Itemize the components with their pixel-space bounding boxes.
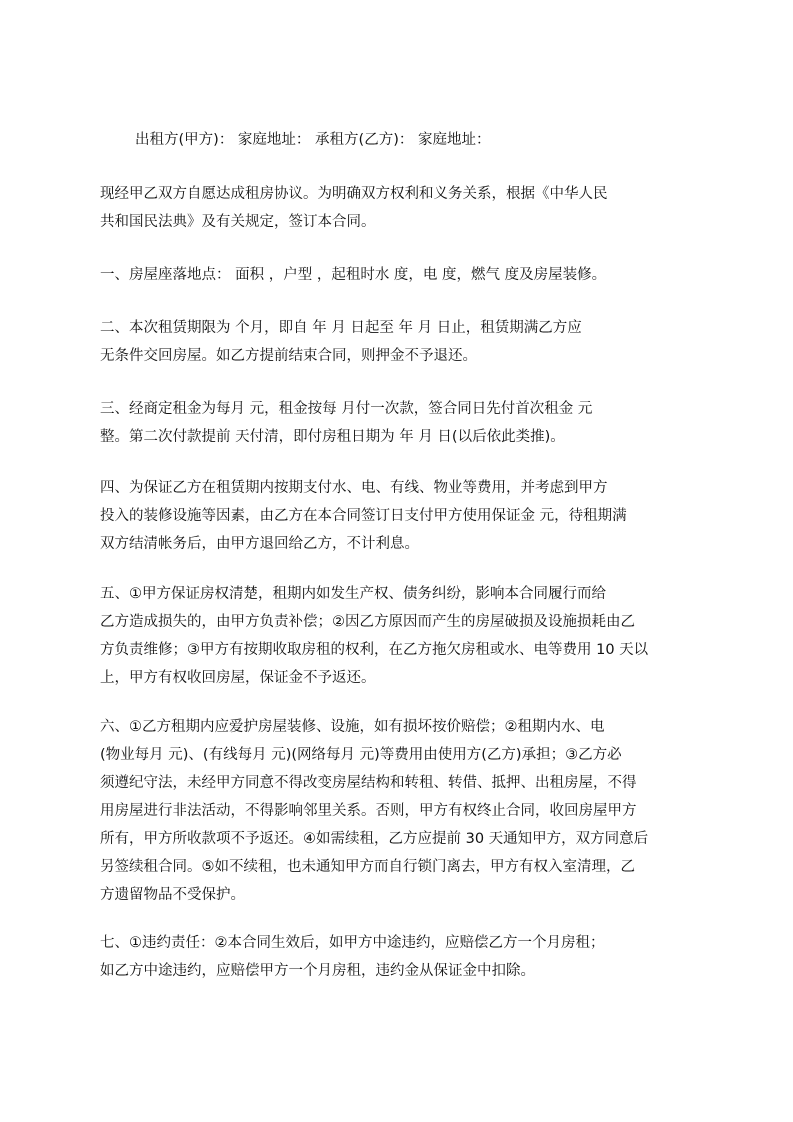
text-line: 二、本次租赁期限为 个月，即自 年 月 日起至 年 月 日止，租赁期满乙方应: [100, 320, 582, 336]
party-info-line: [135, 126, 735, 154]
preamble-paragraph: [100, 180, 700, 236]
text-line: 另签续租合同。⑤如不续租，也未通知甲方而自行锁门离去，甲方有权入室清理，乙: [100, 859, 635, 875]
text-line: 方负责维修；③甲方有按期收取房租的权利，在乙方拖欠房租或水、电等费用 10 天以: [100, 642, 649, 658]
text-line: 六、①乙方租期内应爱护房屋装修、设施，如有损坏按价赔偿；②租期内水、电: [100, 719, 605, 735]
clause-6-paragraph: [100, 713, 700, 909]
clause-1-paragraph: [100, 261, 700, 289]
clause-4-paragraph: [100, 474, 700, 558]
text-line: 如乙方中途违约，应赔偿甲方一个月房租，违约金从保证金中扣除。: [100, 963, 535, 979]
text-line: 乙方造成损失的，由甲方负责补偿；②因乙方原因而产生的房屋破损及设施损耗由乙: [100, 614, 635, 630]
text-line: 方遗留物品不受保护。: [100, 887, 245, 903]
text-line: 五、①甲方保证房权清楚，租期内如发生产权、债务纠纷，影响本合同履行而给: [100, 586, 606, 602]
clause-2-paragraph: [100, 314, 700, 370]
clause-3-paragraph: [100, 395, 700, 451]
text-line: 整。第二次付款提前 天付清，即付房租日期为 年 月 日(以后依此类推)。: [100, 429, 565, 445]
text-line: 出租方(甲方)： 家庭地址： 承租方(乙方)： 家庭地址：: [135, 132, 491, 148]
clause-7-paragraph: [100, 929, 700, 985]
clause-5-paragraph: [100, 580, 700, 692]
text-line: 三、经商定租金为每月 元，租金按每 月付一次款，签合同日先付首次租金 元: [100, 401, 593, 417]
text-line: 现经甲乙双方自愿达成租房协议。为明确双方权利和义务关系，根据《中华人民: [100, 186, 608, 202]
text-line: 七、①违约责任：②本合同生效后，如甲方中途违约，应赔偿乙方一个月房租；: [100, 935, 605, 951]
text-line: 须遵纪守法，未经甲方同意不得改变房屋结构和转租、转借、抵押、出租房屋，不得: [100, 775, 637, 791]
text-line: 投入的装修设施等因素，由乙方在本合同签订日支付甲方使用保证金 元，待租期满: [100, 508, 627, 524]
text-line: 双方结清帐务后，由甲方退回给乙方，不计利息。: [100, 536, 419, 552]
text-line: 用房屋进行非法活动，不得影响邻里关系。否则，甲方有权终止合同，收回房屋甲方: [100, 803, 637, 819]
text-line: 共和国民法典》及有关规定，签订本合同。: [100, 214, 376, 230]
text-line: 一、房屋座落地点： 面积 ，户型 ，起租时水 度，电 度，燃气 度及房屋装修。: [100, 267, 607, 283]
text-line: 无条件交回房屋。如乙方提前结束合同，则押金不予退还。: [100, 348, 477, 364]
text-line: (物业每月 元)、(有线每月 元)(网络每月 元)等费用由使用方(乙方)承担；③乙方必: [100, 747, 622, 763]
text-line: 四、为保证乙方在租赁期内按期支付水、电、有线、物业等费用，并考虑到甲方: [100, 480, 608, 496]
text-line: 所有，甲方所收款项不予返还。④如需续租，乙方应提前 30 天通知甲方，双方同意后: [100, 831, 649, 847]
text-line: 上，甲方有权收回房屋，保证金不予返还。: [100, 670, 376, 686]
